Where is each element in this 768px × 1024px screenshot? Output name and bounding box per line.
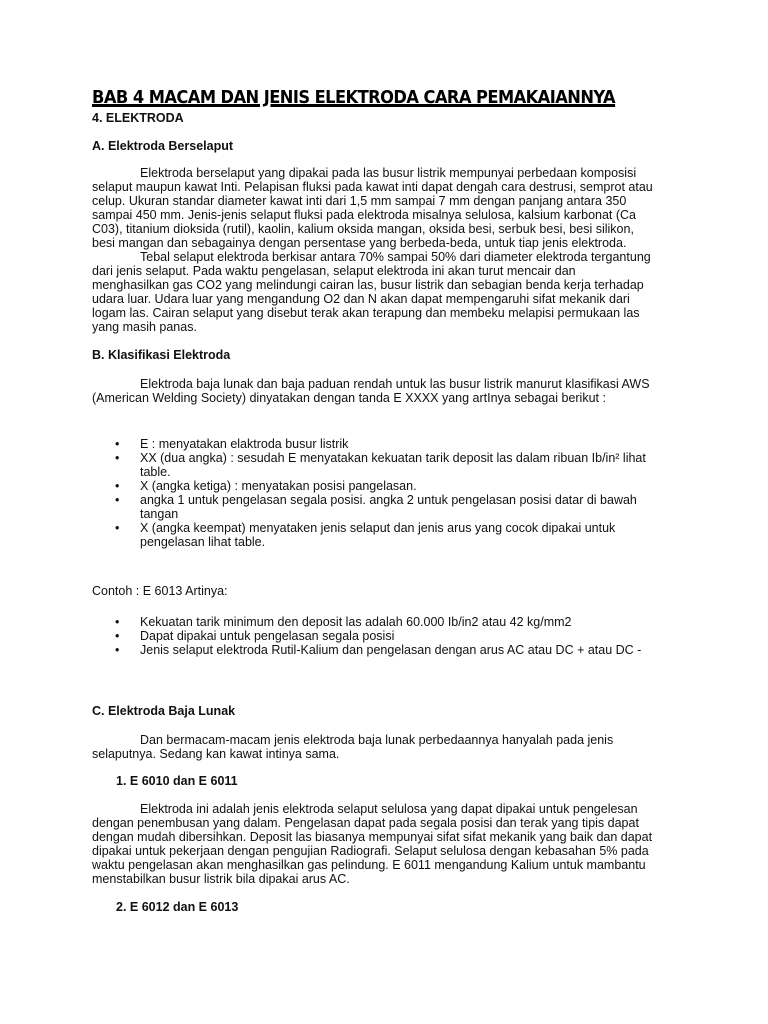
text-line: dengan penembusan yang dalam. Pengelasan dapat pada segala posisi dan terak yang tipis dapat	[92, 816, 639, 830]
heading-elektroda-berselaput: A. Elektroda Berselaput	[92, 139, 234, 153]
list-item: • X (angka ketiga) : menyatakan posisi pangelasan.	[115, 479, 417, 493]
paragraph-klasifikasi	[92, 377, 680, 405]
contoh-label: Contoh : E 6013 Artinya:	[92, 584, 228, 598]
paragraph-berselaput-1	[92, 166, 680, 250]
bullet-icon: •	[115, 479, 120, 493]
text-line: Elektroda ini adalah jenis elektroda selaput selulosa yang dapat dipakai untuk pengelesan	[140, 802, 638, 816]
list-item: • Jenis selaput elektroda Rutil-Kalium dan pengelasan dengan arus AC atau DC + atau DC -	[115, 643, 642, 657]
heading-e6012-e6013: 2. E 6012 dan E 6013	[116, 900, 239, 914]
bullet-icon: •	[115, 615, 120, 629]
text-line: dengan mudah dibersihkan. Deposit las biasanya mempunyai sifat sifat mekanik yang baik dan dapat	[92, 830, 653, 844]
text-line: logam las. Cairan selaput yang disebut terak akan terapung dan membeku melapisi permukaan las	[92, 306, 640, 320]
bullet-icon: •	[115, 493, 120, 507]
text-line: dipakai untuk pekerjaan dengan pengujian Radiografi. Selaput selulosa dengan kebasahan 5% pada	[92, 844, 649, 858]
text-line: waktu pengelasan akan menghasilkan gas pelindung. E 6011 mengandung Kalium untuk mambantu	[92, 858, 646, 872]
heading-klasifikasi-elektroda: B. Klasifikasi Elektroda	[92, 348, 231, 362]
text-line: selaput maupun kawat Inti. Pelapisan fluksi pada kawat inti dapat dengah cara destrusi, semprot atau	[92, 180, 653, 194]
bullet-icon: •	[115, 629, 120, 643]
list-item: • Dapat dipakai untuk pengelasan segala posisi	[115, 629, 395, 643]
paragraph-e6010-e6011	[92, 802, 680, 886]
text-line: udara luar. Udara luar yang mengandung O2 dan N akan dapat mempengaruhi sifat mekanik dari	[92, 292, 630, 306]
bullet-icon: •	[115, 643, 120, 657]
document-title: BAB 4 MACAM DAN JENIS ELEKTRODA CARA PEMAKAIANNYA	[92, 88, 616, 108]
text-line: Elektroda berselaput yang dipakai pada las busur listrik mempunyai perbedaan komposisi	[140, 166, 637, 180]
list-item: • E : menyatakan elaktroda busur listrik	[115, 437, 349, 451]
text-line: yang masih panas.	[92, 320, 197, 334]
text-line: Tebal selaput elektroda berkisar antara 70% sampai 50% dari diameter elektroda tergantung	[140, 250, 651, 264]
bullet-icon: •	[115, 437, 120, 451]
heading-elektroda-baja-lunak: C. Elektroda Baja Lunak	[92, 704, 236, 718]
list-item: • Kekuatan tarik minimum den deposit las adalah 60.000 Ib/in2 atau 42 kg/mm2	[115, 615, 572, 629]
text-line: menstabilkan busur listrik bila dipakai arus AC.	[92, 872, 350, 886]
list-item: • X (angka keempat) menyataken jenis selaput dan jenis arus yang cocok dipakai untuk pengelasan lihat table.	[115, 521, 616, 549]
list-item: • angka 1 untuk pengelasan segala posisi. angka 2 untuk pengelasan posisi datar di bawah tangan	[115, 493, 637, 521]
text-line: celup. Ukuran standar diameter kawat inti dari 1,5 mm sampai 7 mm dengan panjang antara 350	[92, 194, 627, 208]
heading-e6010-e6011: 1. E 6010 dan E 6011	[116, 774, 238, 788]
list-kode-elektroda	[92, 437, 692, 549]
text-line: sampai 450 mm. Jenis-jenis selaput fluksi pada elektroda misalnya selulosa, kalsium karbonat (Ca	[92, 208, 637, 222]
text-line: menghasilkan gas CO2 yang melindungi cairan las, busur listrik dan sebagian benda kerja terhadap	[92, 278, 644, 292]
paragraph-baja-lunak	[92, 733, 680, 761]
text-line: (American Welding Society) dinyatakan dengan tanda E XXXX yang artInya sebagai berikut :	[92, 391, 606, 405]
bullet-icon: •	[115, 451, 120, 465]
section-heading-elektroda: 4. ELEKTRODA	[92, 111, 184, 125]
text-line: dari jenis selaput. Pada waktu pengelasan, selaput elektroda ini akan turut mencair dan	[92, 264, 576, 278]
text-line: selaputnya. Sedang kan kawat intinya sama.	[92, 747, 340, 761]
paragraph-berselaput-2	[92, 250, 680, 334]
list-item: • XX (dua angka) : sesudah E menyatakan kekuatan tarik deposit las dalam ribuan Ib/in² lihat table.	[115, 451, 646, 479]
bullet-icon: •	[115, 521, 120, 535]
text-line: Elektroda baja lunak dan baja paduan rendah untuk las busur listrik manurut klasifikasi AWS	[140, 377, 650, 391]
text-line: besi mangan dan sebagainya dengan persentase yang berbeda-beda, untuk tiap jenis elektroda.	[92, 236, 627, 250]
text-line: Dan bermacam-macam jenis elektroda baja lunak perbedaannya hanyalah pada jenis	[140, 733, 614, 747]
text-line: C03), titanium dioksida (rutil), kaolin, kalium oksida mangan, oksida besi, serbuk besi, besi silikon,	[92, 222, 634, 236]
list-contoh-e6013	[92, 615, 692, 657]
